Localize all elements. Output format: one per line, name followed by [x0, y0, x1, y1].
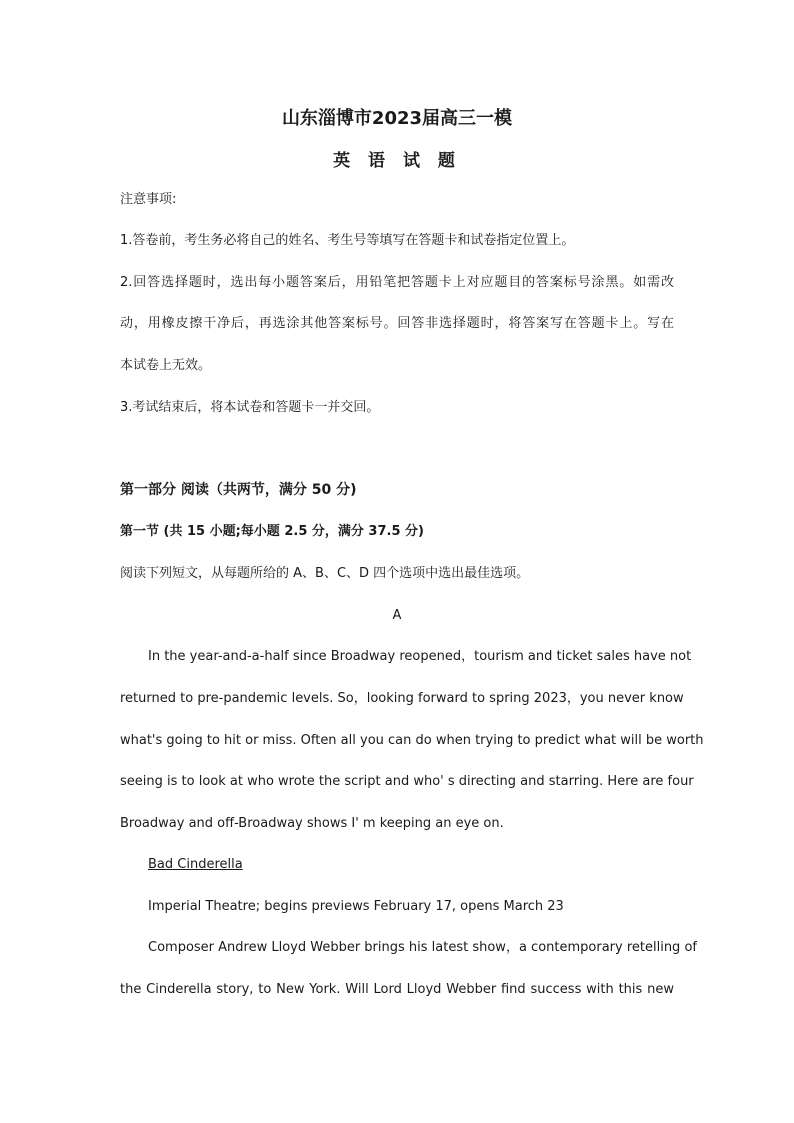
passage-line-4: seeing is to look at who wrote the script and who' s directing and starring. Here are four	[120, 774, 694, 789]
passage-line-3: what's going to hit or miss. Often all you can do when trying to predict what will be worth	[120, 733, 704, 748]
exam-title: 山东淄博市2023届高三一模	[281, 108, 513, 129]
notes-item-2-line-1: 2.回答选择题时，选出每小题答案后，用铅笔把答题卡上对应题目的答案标号涂黑。如需改	[120, 275, 674, 290]
part-one-heading: 第一部分 阅读（共两节，满分 50 分)	[120, 482, 357, 498]
notes-item-2-line-3: 本试卷上无效。	[120, 358, 212, 373]
exam-subject-title: 英 语 试 题	[333, 151, 461, 171]
show-venue: Imperial Theatre; begins previews February 17, opens March 23	[148, 899, 564, 914]
show-title-wrap	[148, 857, 674, 873]
notes-item-1: 1.答卷前，考生务必将自己的姓名、考生号等填写在答题卡和试卷指定位置上。	[120, 233, 575, 248]
show-desc-line-2: the Cinderella story, to New York. Will Lord Lloyd Webber find success with this new	[120, 982, 674, 997]
passage-line-1: In the year-and-a-half since Broadway reopened，tourism and ticket sales have not	[148, 649, 692, 664]
show-title: Bad Cinderella	[148, 857, 243, 872]
passage-line-2: returned to pre-pandemic levels. So，looking forward to spring 2023，you never know	[120, 691, 684, 706]
notes-item-2-line-2: 动，用橡皮擦干净后，再选涂其他答案标号。回答非选择题时，将答案写在答题卡上。写在	[120, 316, 674, 331]
show-desc-line-1: Composer Andrew Lloyd Webber brings his latest show，a contemporary retelling of	[148, 940, 697, 955]
passage-line-5: Broadway and off-Broadway shows I' m keeping an eye on.	[120, 816, 504, 831]
notes-heading: 注意事项:	[120, 192, 177, 207]
passage-label: A	[392, 608, 402, 623]
section-one-heading: 第一节 (共 15 小题;每小题 2.5 分，满分 37.5 分)	[120, 524, 424, 539]
reading-instruction: 阅读下列短文，从每题所给的 A、B、C、D 四个选项中选出最佳选项。	[120, 566, 530, 581]
notes-item-3: 3.考试结束后，将本试卷和答题卡一并交回。	[120, 400, 380, 415]
